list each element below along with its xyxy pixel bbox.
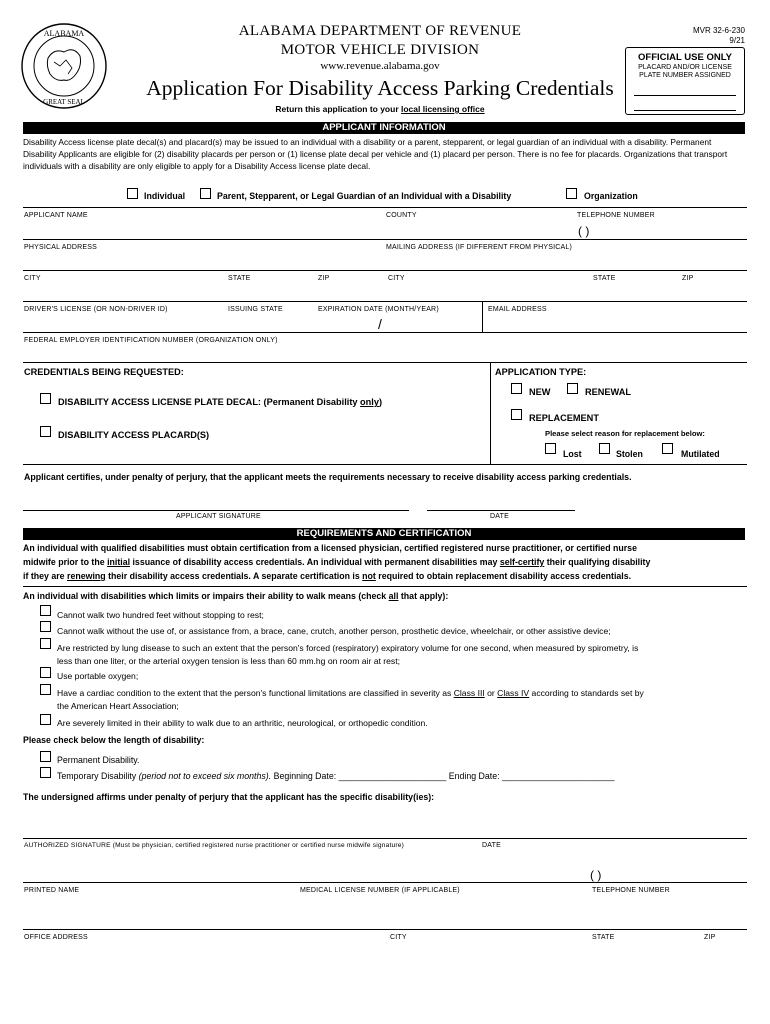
applicant-intro: Disability Access license plate decal(s) and placard(s) may be issued to an individual with a disability or a parent, stepparent, or legal guardian of an individual with a disability. Permanent Disability Applicants are eligible for (2) disability placards per person or (1) license plate decal per vehicle and (1) placard per person. There is no fee for placards. Organizations that transport individuals with a disability are only eligible to apply for a Disability Access license plate decal. [23, 137, 728, 172]
placard-checkbox[interactable] [40, 426, 51, 437]
decal-label: DISABILITY ACCESS LICENSE PLATE DECAL: (Permanent Disability only) [58, 397, 382, 407]
permanent-checkbox[interactable] [40, 751, 51, 762]
office-city-label: CITY [390, 934, 407, 941]
applicant-signature-label: APPLICANT SIGNATURE [176, 513, 261, 520]
condition-2-text: Cannot walk without the use of, or assistance from, a brace, cane, crutch, another person, prosthetic device, wheelchair, or other assistive device; [57, 626, 611, 636]
printed-name-label: PRINTED NAME [24, 887, 80, 894]
drivers-license-label: DRIVER'S LICENSE (OR NON-DRIVER ID) [24, 306, 168, 313]
parent-guardian-label: Parent, Stepparent, or Legal Guardian of an Individual with a Disability [217, 191, 512, 201]
condition-5-checkbox[interactable] [40, 684, 51, 695]
email-label: EMAIL ADDRESS [488, 306, 547, 313]
row-line [23, 362, 747, 363]
temporary-checkbox[interactable] [40, 767, 51, 778]
dept-line-2: MOTOR VEHICLE DIVISION [280, 42, 480, 58]
decal-checkbox[interactable] [40, 393, 51, 404]
expiration-date-label: EXPIRATION DATE (MONTH/YEAR) [318, 306, 439, 313]
applicant-certify-text: Applicant certifies, under penalty of perjury, that the applicant meets the requirements necessary to receive disability access parking credentials. [24, 472, 632, 482]
application-type-heading: APPLICATION TYPE: [495, 367, 587, 377]
temporary-label: Temporary Disability (period not to exceed six months). Beginning Date: ______________________ Ending Date: _______________________ [57, 771, 615, 781]
new-checkbox[interactable] [511, 383, 522, 394]
new-label: NEW [529, 387, 551, 397]
authorized-date-label: DATE [482, 842, 501, 849]
form-date: 9/21 [729, 36, 745, 45]
condition-5-text-b: the American Heart Association; [57, 701, 179, 711]
length-question: Please check below the length of disability: [23, 735, 205, 745]
return-instruction: Return this application to your local licensing office [275, 104, 485, 114]
issuing-state-label: ISSUING STATE [228, 306, 283, 313]
authorized-signature-label: AUTHORIZED SIGNATURE (Must be physician, certified registered nurse practitioner or certified nurse midwife signature) [24, 842, 405, 849]
office-address-label: OFFICE ADDRESS [24, 934, 88, 941]
individual-label: Individual [144, 191, 186, 201]
individual-checkbox[interactable] [127, 188, 138, 199]
applicant-date-line[interactable] [427, 510, 575, 511]
requirements-line-1: An individual with qualified disabilities must obtain certification from a licensed physician, certified registered nurse practitioner, or certified nurse [23, 543, 637, 553]
parent-guardian-checkbox[interactable] [200, 188, 211, 199]
credentials-heading: CREDENTIALS BEING REQUESTED: [24, 367, 184, 377]
authorized-signature-line[interactable] [23, 838, 747, 839]
replacement-reason-prompt: Please select reason for replacement below: [545, 429, 705, 438]
official-use-sub1: PLACARD AND/OR LICENSE [638, 64, 732, 71]
mailing-state-label: STATE [593, 275, 616, 282]
row-line [23, 270, 747, 271]
mutilated-label: Mutilated [681, 449, 720, 459]
official-use-box [625, 47, 745, 115]
condition-3-text-b: less than one liter, or the arterial oxygen tension is less than 60 mm.hg on room air at rest; [57, 656, 400, 666]
row-line [23, 586, 747, 587]
walk-impairment-heading: An individual with disabilities which limits or impairs their ability to walk means (check all that apply): [23, 591, 449, 601]
condition-1-text: Cannot walk two hundred feet without stopping to rest; [57, 610, 264, 620]
renewal-checkbox[interactable] [567, 383, 578, 394]
condition-2-checkbox[interactable] [40, 621, 51, 632]
replacement-checkbox[interactable] [511, 409, 522, 420]
condition-3-checkbox[interactable] [40, 638, 51, 649]
form-title: Application For Disability Access Parking Credentials [146, 76, 614, 100]
condition-4-text: Use portable oxygen; [57, 671, 139, 681]
row-line [23, 464, 747, 465]
lost-checkbox[interactable] [545, 443, 556, 454]
organization-label: Organization [584, 191, 638, 201]
physical-address-label: PHYSICAL ADDRESS [24, 244, 97, 251]
requirements-line-3: if they are renewing their disability access credentials. A separate certification is not required to obtain replacement disability access credentials. [23, 571, 632, 581]
county-label: COUNTY [386, 212, 417, 219]
official-use-line-2[interactable] [634, 110, 736, 111]
svg-text:ALABAMA: ALABAMA [43, 29, 85, 38]
permanent-label: Permanent Disability. [57, 755, 140, 765]
area-code-paren[interactable]: ( ) [578, 224, 590, 238]
condition-6-text: Are severely limited in their ability to walk due to an arthritic, neurological, or orthopedic condition. [57, 718, 428, 728]
condition-1-checkbox[interactable] [40, 605, 51, 616]
stolen-checkbox[interactable] [599, 443, 610, 454]
fein-label: FEDERAL EMPLOYER IDENTIFICATION NUMBER (ORGANIZATION ONLY) [24, 337, 278, 344]
condition-3-text-a: Are restricted by lung disease to such an extent that the person's forced (respiratory) expiratory volume for one second, when measured by spirometry, is [57, 643, 639, 653]
office-state-label: STATE [592, 934, 615, 941]
state-label: STATE [228, 275, 251, 282]
svg-text:GREAT SEAL: GREAT SEAL [43, 98, 85, 106]
applicant-date-label: DATE [490, 513, 509, 520]
stolen-label: Stolen [616, 449, 643, 459]
condition-4-checkbox[interactable] [40, 667, 51, 678]
physician-area-code-paren[interactable]: ( ) [590, 868, 602, 882]
row-line [23, 207, 747, 208]
form-number: MVR 32-6-230 [692, 26, 745, 35]
official-use-line-1[interactable] [634, 95, 736, 96]
office-zip-label: ZIP [704, 934, 716, 941]
replacement-label: REPLACEMENT [529, 413, 599, 423]
condition-5-text-a: Have a cardiac condition to the extent that the person's functional limitations are classified in severity as Class III or Class IV according to standards set by [57, 688, 644, 698]
condition-6-checkbox[interactable] [40, 714, 51, 725]
lost-label: Lost [563, 449, 582, 459]
col-divider [482, 301, 483, 332]
applicant-name-label: APPLICANT NAME [24, 212, 88, 219]
dept-line-1: ALABAMA DEPARTMENT OF REVENUE [238, 23, 522, 39]
city-label: CITY [24, 275, 41, 282]
row-line [23, 301, 747, 302]
requirements-line-2: midwife prior to the initial issuance of disability access credentials. An individual with permanent disabilities may self-certify their qualifying disability [23, 557, 651, 567]
medical-license-label: MEDICAL LICENSE NUMBER (IF APPLICABLE) [300, 887, 460, 894]
applicant-info-bar: APPLICANT INFORMATION [23, 122, 745, 134]
office-address-line[interactable] [23, 929, 747, 930]
requirements-bar: REQUIREMENTS AND CERTIFICATION [23, 528, 745, 540]
mailing-city-label: CITY [388, 275, 405, 282]
state-seal-icon [20, 22, 108, 110]
physician-telephone-label: TELEPHONE NUMBER [592, 887, 670, 894]
telephone-label: TELEPHONE NUMBER [577, 212, 655, 219]
row-line [23, 332, 747, 333]
mailing-zip-label: ZIP [682, 275, 694, 282]
zip-label: ZIP [318, 275, 330, 282]
mailing-address-label: MAILING ADDRESS (IF DIFFERENT FROM PHYSICAL) [386, 244, 573, 251]
official-use-title: OFFICIAL USE ONLY [638, 52, 732, 63]
official-use-sub2: PLATE NUMBER ASSIGNED [639, 72, 731, 79]
col-divider [490, 362, 491, 464]
mutilated-checkbox[interactable] [662, 443, 673, 454]
printed-name-line[interactable] [23, 882, 747, 883]
placard-label: DISABILITY ACCESS PLACARD(S) [58, 430, 210, 440]
row-line [23, 239, 747, 240]
applicant-signature-line[interactable] [23, 510, 409, 511]
expiration-slash: / [378, 316, 382, 332]
renewal-label: RENEWAL [585, 387, 631, 397]
affirm-text: The undersigned affirms under penalty of perjury that the applicant has the specific disability(ies): [23, 792, 435, 802]
website-text: www.revenue.alabama.gov [320, 60, 440, 72]
organization-checkbox[interactable] [566, 188, 577, 199]
